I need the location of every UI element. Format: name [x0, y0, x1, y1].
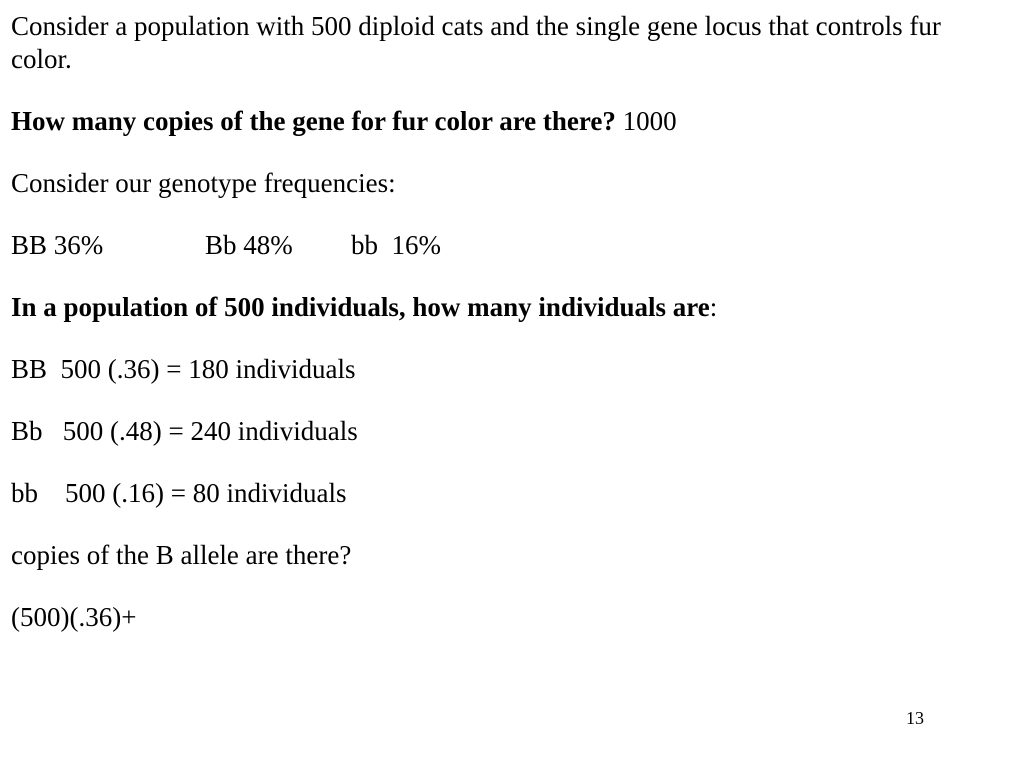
partial-calculation: (500)(.36)+	[11, 602, 137, 632]
calc-bb: bb 500 (.16) = 80 individuals	[11, 478, 347, 508]
question-individuals-colon: :	[709, 292, 718, 322]
freq-BB: BB 36%	[11, 230, 104, 260]
question-individuals-bold: In a population of 500 individuals, how many individuals are	[11, 292, 710, 322]
genotype-frequencies	[11, 229, 1001, 262]
freq-bb: bb 16%	[351, 230, 441, 260]
question-individuals	[11, 291, 1001, 324]
question-gene-copies-bold: How many copies of the gene for fur color are there?	[11, 106, 616, 136]
genotype-intro: Consider our genotype frequencies:	[11, 168, 396, 198]
intro-text: Consider a population with 500 diploid cats and the single gene locus that controls fur color.	[11, 11, 941, 74]
calc-BB: BB 500 (.36) = 180 individuals	[11, 354, 356, 384]
slide-body	[11, 10, 1001, 634]
question-gene-copies	[11, 105, 1001, 138]
slide-number: 13	[906, 708, 924, 728]
calc-Bb: Bb 500 (.48) = 240 individuals	[11, 416, 358, 446]
question-gene-copies-answer: 1000	[615, 106, 677, 136]
question-b-allele: copies of the B allele are there?	[11, 540, 352, 570]
freq-Bb: Bb 48%	[205, 230, 293, 260]
